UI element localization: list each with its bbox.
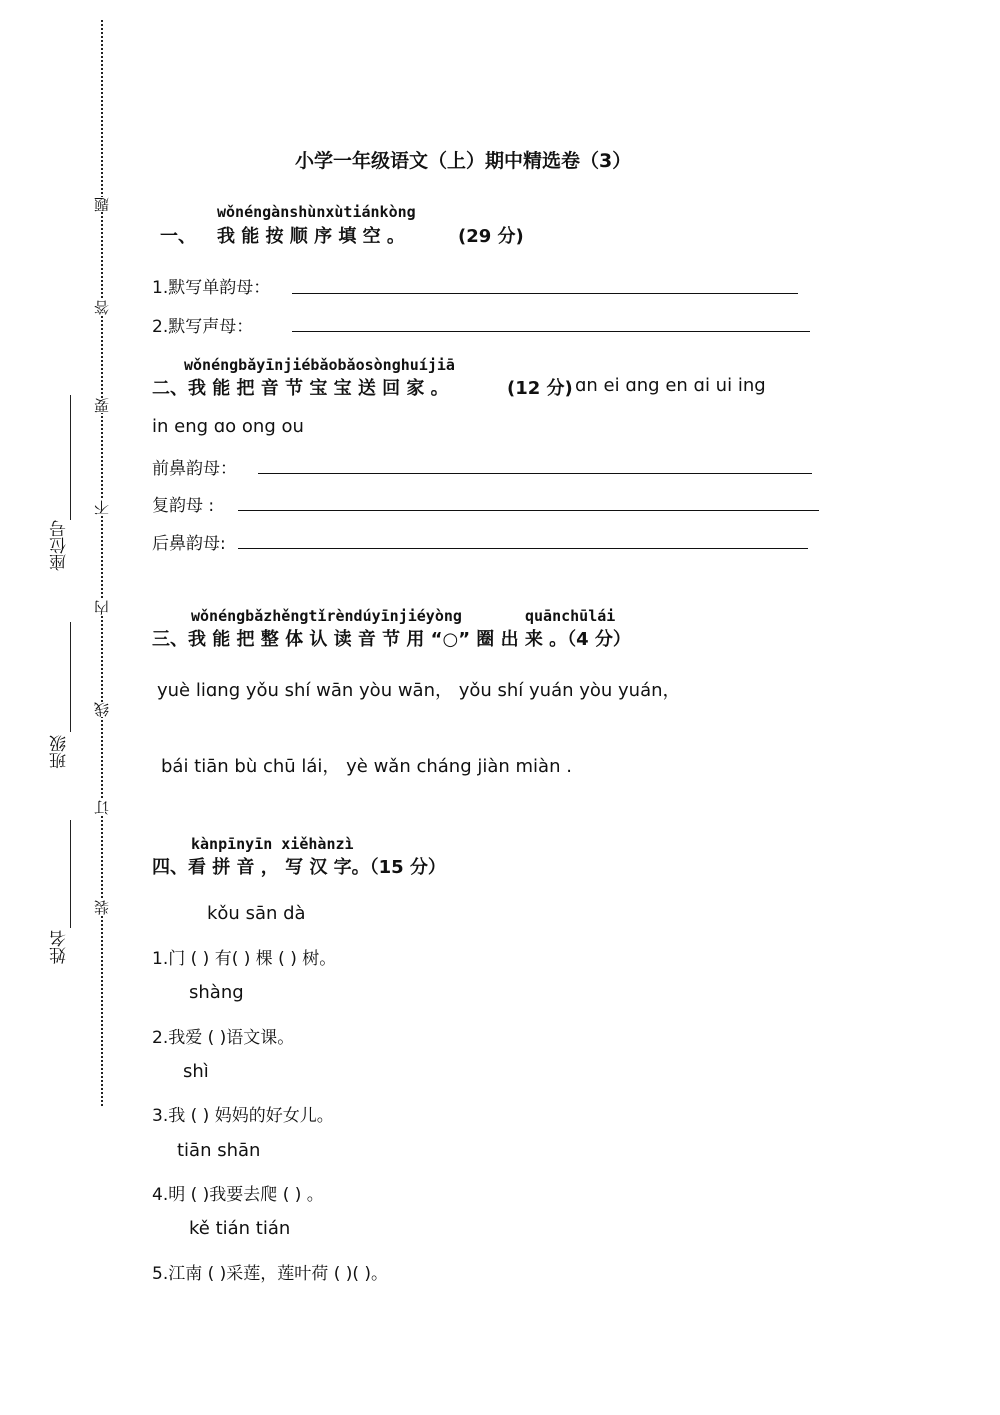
name-label: 姓名 (50, 930, 70, 964)
section2-answer-blank[interactable] (238, 548, 808, 549)
binding-char: 线 (93, 702, 111, 717)
section2-pinyin: wǒnéngbǎyīnjiébǎobǎosònghuíjiā (184, 356, 455, 374)
binding-char: 不 (93, 500, 111, 515)
item-sentence[interactable]: 5.江南 ( )采莲，莲叶荷 ( )( )。 (152, 1264, 389, 1284)
section3-pinyin-2: quānchūlái (525, 607, 616, 625)
section2-row-label: 前鼻韵母： (152, 459, 237, 479)
section3-line: bái tiān bù chū lái， yè wǎn cháng jiàn miàn . (161, 756, 572, 777)
binding-char: 题 (93, 197, 111, 212)
class-line[interactable] (70, 622, 71, 732)
section3-pinyin: wǒnéngbǎzhěngtǐrèndúyīnjiéyòng (191, 607, 462, 625)
section1-score: (29 分) (458, 226, 524, 247)
section2-answer-blank[interactable] (238, 510, 819, 511)
binding-char: 订 (93, 800, 111, 815)
section2-row-label: 后鼻韵母: (152, 534, 226, 554)
item-pinyin: shàng (189, 982, 244, 1003)
page-title: 小学一年级语文（上）期中精选卷（3） (295, 150, 632, 172)
binding-char: 装 (93, 900, 111, 915)
section1-item-label: 1.默写单韵母： (152, 278, 271, 298)
section1-answer-blank[interactable] (292, 293, 798, 294)
section1-number: 一、 (160, 226, 196, 247)
binding-char: 答 (93, 300, 111, 315)
section2-syllables: in eng ɑo ong ou (152, 416, 304, 437)
item-pinyin: shì (183, 1061, 209, 1082)
section2-syllables: ɑn ei ɑng en ɑi ui ing (575, 375, 766, 396)
section2-row-label: 复韵母 : (152, 496, 215, 516)
seat-number-label: 座位号 (50, 520, 70, 571)
section2-answer-blank[interactable] (258, 473, 812, 474)
section3-title: 三、我 能 把 整 体 认 读 音 节 用 “○” 圈 出 来 。（4 分） (152, 629, 631, 650)
section2-title: 二、我 能 把 音 节 宝 宝 送 回 家 。 (152, 378, 449, 399)
binding-char: 内 (93, 600, 111, 615)
class-label: 班级 (50, 735, 70, 769)
section4-title: 四、看 拼 音 ， 写 汉 字。（15 分） (152, 857, 446, 878)
section1-pinyin: wǒnéngànshùnxùtiánkòng (217, 203, 416, 221)
section1-title: 我 能 按 顺 序 填 空 。 (217, 226, 405, 247)
item-pinyin: kǒu sān dà (207, 903, 306, 924)
section2-score: (12 分) (507, 378, 573, 399)
item-pinyin: tiān shān (177, 1140, 261, 1161)
section4-pinyin: kànpīnyīn xiěhànzì (191, 835, 354, 853)
seat-number-line[interactable] (70, 395, 71, 520)
section1-answer-blank[interactable] (292, 331, 810, 332)
item-pinyin: kě tián tián (189, 1218, 291, 1239)
item-sentence[interactable]: 1.门 ( ) 有( ) 棵 ( ) 树。 (152, 949, 337, 969)
name-line[interactable] (70, 820, 71, 928)
item-sentence[interactable]: 4.明 ( )我要去爬 ( ) 。 (152, 1185, 324, 1205)
binding-dotted-line (101, 20, 103, 1106)
item-sentence[interactable]: 3.我 ( ) 妈妈的好女儿。 (152, 1106, 334, 1126)
item-sentence[interactable]: 2.我爱 ( )语文课。 (152, 1028, 295, 1048)
section3-line: yuè liɑng yǒu shí wān yòu wān， yǒu shí yuán yòu yuán， (157, 680, 681, 701)
section1-item-label: 2.默写声母： (152, 317, 254, 337)
binding-char: 要 (93, 398, 111, 413)
